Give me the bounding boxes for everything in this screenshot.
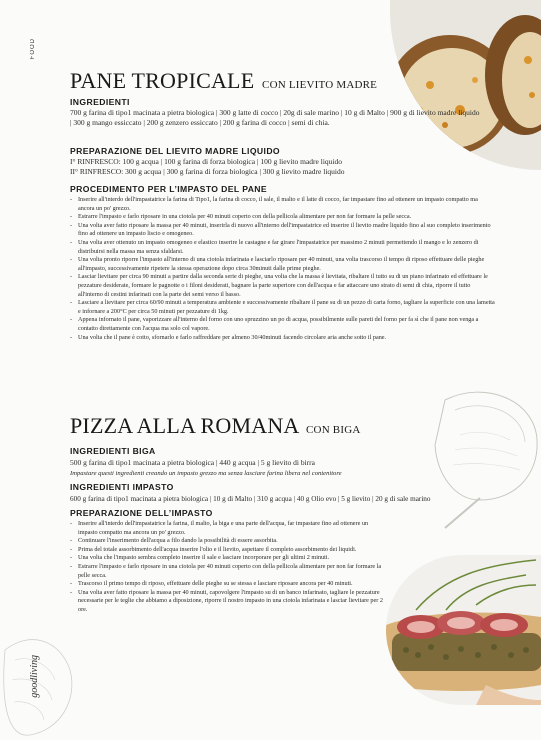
recipe2-impasto-text: 600 g farina di tipo1 macinata a pietra biologica | 10 g di Malto | 310 g acqua | 40 g Olio evo | 5 g lievito | 20 g di sale marino [70, 495, 431, 503]
brand-logo: goodliving [29, 655, 40, 698]
recipe1-prep-heading: PREPARAZIONE DEL LIEVITO MADRE LIQUIDO [70, 146, 281, 156]
recipe2-prep-heading: PREPARAZIONE DELL’IMPASTO [70, 508, 213, 518]
recipe2-biga-note: Impastare questi ingredienti creando un impasto grezzo ma senza lasciare farina libera nel contenitore [70, 470, 342, 477]
list-item: - Appena infornato il pane, vaporizzare all'interno del forno con uno spruzzino un po di acqua, possibilmente sulle pareti del forno per fa sì che il pane non venga a contatto direttamente con l'acqua ma solo col vapore. [70, 316, 495, 333]
recipe1-ingredients-text: 700 g farina di tipo1 macinata a pietra biologica | 300 g latte di cocco | 20g di sale marino | 10 g di Malto | 900 g di lievito madre liquido | 300 g mango essiccato | 200 g zenzero essiccato | 200 g farina di cocco | semi di chia. [70, 108, 480, 128]
recipe1-prep-line2: II° RINFRESCO: 300 g acqua | 300 g farina di forza biologica | 300 g lievito madre liquido [70, 167, 345, 176]
recipe1-ingredients-heading: INGREDIENTI [70, 97, 130, 107]
artichoke-illustration [0, 610, 80, 740]
bread-photo [390, 0, 541, 170]
list-item: - Prima del totale assorbimento dell'acqua inserire l'olio e il lievito, aspettare il completo assorbimento dei liquidi. [70, 546, 385, 555]
recipe2-impasto-heading: INGREDIENTI IMPASTO [70, 482, 174, 492]
list-item: - Lasciare a lievitare per circa 60/90 minuti a temperatura ambiente e successivamente ribaltare il pane su di un pezzo di carta forno, tagliare la superficie con una lametta e infornare a 200°C per circa 50 minuti per pezzature di 1kg. [70, 299, 495, 316]
recipe2-steps [70, 520, 385, 615]
recipe1-subtitle: CON LIEVITO MADRE [262, 79, 378, 91]
list-item: - Continuare l'inserimento dell'acqua a filo dando la possibilità di essere assorbita. [70, 537, 385, 546]
recipe2-subtitle: CON BIGA [306, 424, 361, 436]
recipe2-biga-heading: INGREDIENTI BIGA [70, 446, 156, 456]
list-item: - Una volta pronto riporre l'impasto all'interno di una ciotola infarinata e lasciarlo riposare per 40 minuti, una volta trascorso il tempo di riposo effettuare delle pieghe all'impasto, successivamente ripetere la stessa operazione dopo circa 30minuti dalle prime pieghe. [70, 256, 495, 273]
recipe1-title: PANE TROPICALE CON LIEVITO MADRE [70, 68, 378, 93]
recipe1-procedure-heading: PROCEDIMENTO PER L’IMPASTO DEL PANE [70, 184, 268, 194]
list-item: - Estrarre l'impasto e farlo riposare in una ciotola per 40 minuti coperto con della pellicola alimentare per non far formare la pelle secca. [70, 563, 385, 580]
recipe1-steps [70, 196, 495, 342]
list-item: - Una volta aver ottenuto un impasto omogeneo e elastico inserire le castagne e far girare l'impastatrice per massimo 2 minuti permettendo il mango e lo zenzero di distribuirsi nella massa ma senza sfaldarsi. [70, 239, 495, 256]
list-item: - Inserire all'interdo dell'impastatrice la farina, il malto, la biga e una parte dell'acqua, far impastare fino ad ottenere un impasto compatto ma ancora un po' grezzo. [70, 520, 385, 537]
list-item: - Una volta che l'impasto sembra completo inserire il sale e lasciare incorporare per gli ultimi 2 minuti. [70, 554, 385, 563]
list-item: - Una volta aver fatto riposare la massa per 40 minuti, inserirla di nuovo all'interno dell'impastatrice ed inserire il lievito madre liquido fino al suo completo inserimento fino ad ottenere un impasto liscio e omogeneo. [70, 222, 495, 239]
recipe2-biga-text: 500 g farina di tipo1 macinata a pietra biologica | 440 g acqua | 5 g lievito di birra [70, 458, 316, 467]
recipe2-title: PIZZA ALLA ROMANA CON BIGA [70, 413, 361, 438]
recipe1-prep-line1: I° RINFRESCO: 100 g acqua | 100 g farina di forza biologica | 100 g lievito madre liquido [70, 157, 342, 166]
list-item: - Una volta aver fatto riposare la massa per 40 minuti, capovolgere l'impasto su di un banco infarinato, tagliare le pezzature necessarie per le teglie che abbiamo a diposizione, riporre il nostro impasto in una ciotola infarinata e lasciar lievitare per 2 ore. [70, 589, 385, 615]
list-item: - Inserire all'interdo dell'impastatrice la farina di Tipo1, la farina di cocco, il sale, il malto e il latte di cocco, far impastare fino ad ottenere un impasto compatto ma ancora un po' grezzo. [70, 196, 495, 213]
list-item: - Una volta che il pane è cotto, sfornarlo e farlo raffreddare per almeno 30/40minuti facendo circolare aria anche sotto il pane. [70, 334, 495, 343]
list-item: - Estrarre l'impasto e farlo riposare in una ciotola per 40 minuti coperto con della pellicola alimentare per non far formare la pelle secca. [70, 213, 495, 222]
list-item: - Trascorso il primo tempo di riposo, effettuare delle pieghe su se stessa e lasciare riposare ancora per 40 minuti. [70, 580, 385, 589]
flour-scoop-illustration [425, 380, 541, 530]
list-item: - Lasciar lievitare per circa 90 minuti a partire dalla seconda serie di pieghe, una volta che la massa è lievitata, ribaltare il tutto su di un piano infarinato ed effettuare le pezzature desiderate, formare le pagnotte o i filoni desiderati, bagnare la parte superiore con dell'acqua e far attaccare uno strato di semi di chia, riporre il tutto all'interno di cestini infarinati con la parte dei semi verso il basso. [70, 273, 495, 299]
section-label: FOOD [30, 38, 36, 60]
pizza-photo [386, 555, 541, 705]
